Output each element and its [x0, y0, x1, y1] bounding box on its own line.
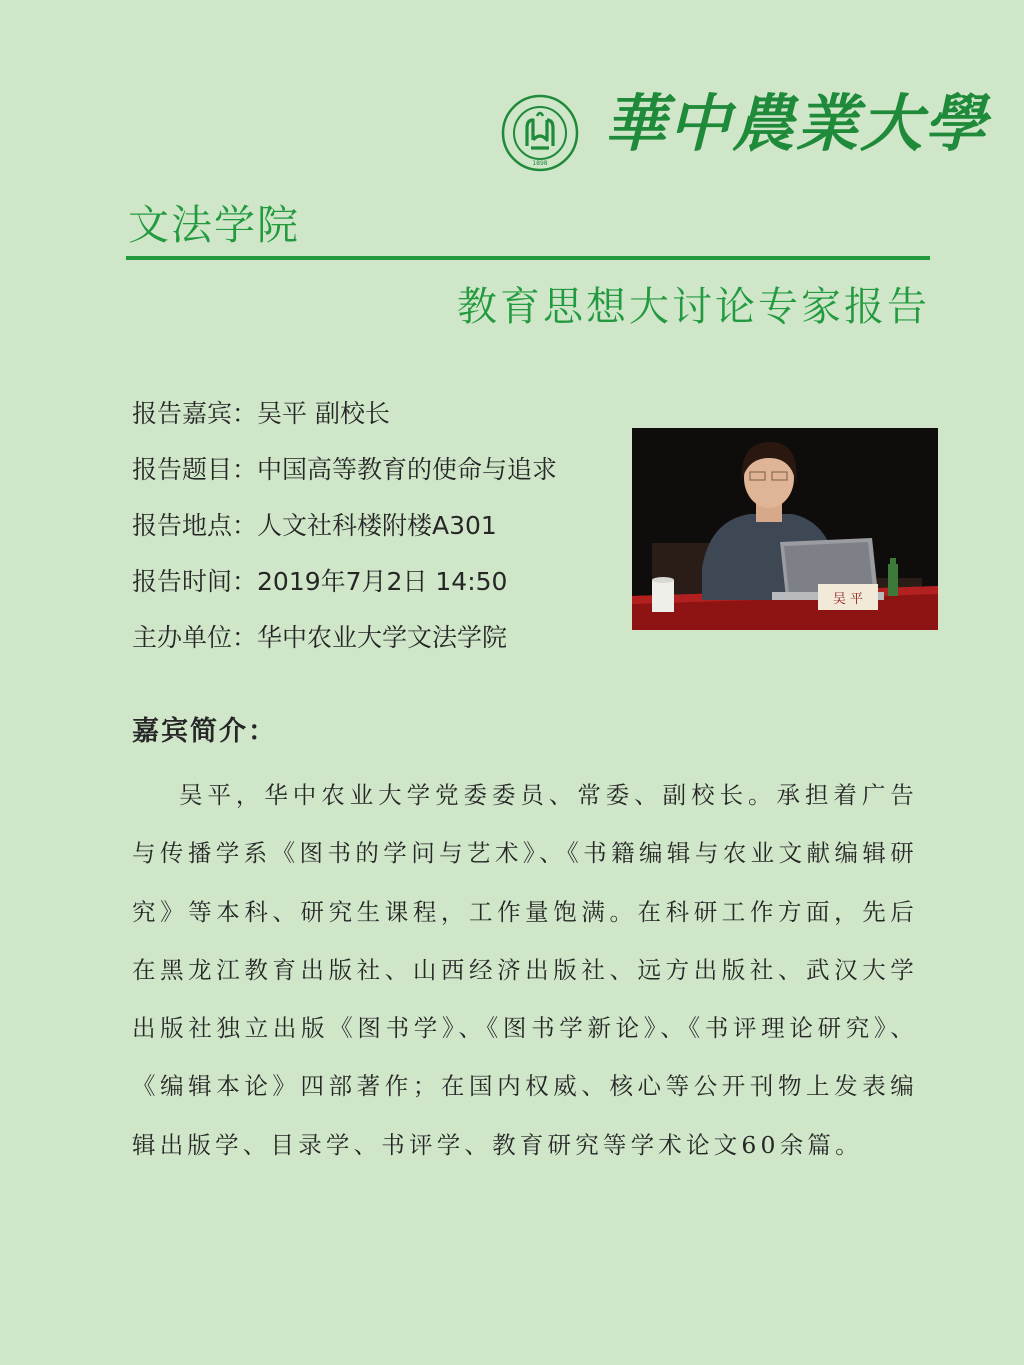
intro-heading: 嘉宾简介： — [132, 716, 277, 747]
bio-paragraph: 吴平，华中农业大学党委委员、常委、副校长。承担着广告与传播学系《图书的学问与艺术》、《书籍编辑与农业文献编辑研究》等本科、研究生课程，工作量饱满。在科研工作方面，先后在黑龙江教育出版社、山西经济出版社、远方出版社、武汉大学出版社独立出版《图书学》、《图书学新论》、《书评理论研究》、《编辑本论》四部著作；在国内权威、核心等公开刊物上发表编辑出版学、目录学、书评学、教育研究等学术论文60余篇。 — [132, 781, 918, 1159]
report-title: 教育思想大讨论专家报告 — [457, 284, 930, 330]
info-value: 华中农业大学文法学院 — [257, 623, 508, 652]
info-value: 人文社科楼附楼A301 — [257, 511, 497, 540]
nameplate-text: 吴 平 — [832, 592, 864, 607]
info-label: 主办单位： — [132, 623, 258, 652]
info-location — [132, 506, 497, 546]
info-time — [132, 562, 507, 602]
speaker-photo — [632, 428, 938, 630]
info-organizer — [132, 618, 507, 658]
info-value: 中国高等教育的使命与追求 — [257, 455, 558, 484]
emblem-year: 1898 — [532, 160, 548, 167]
info-topic — [132, 450, 557, 490]
university-name-logo: 華中農業大學 — [604, 87, 989, 160]
info-speaker — [132, 394, 390, 434]
divider — [126, 256, 930, 260]
info-label: 报告时间： — [132, 567, 258, 596]
college-name: 文法学院 — [128, 201, 300, 249]
info-label: 报告地点： — [132, 511, 258, 540]
info-label: 报告嘉宾： — [132, 399, 258, 428]
info-value: 吴平 副校长 — [257, 399, 390, 428]
university-emblem-logo — [501, 94, 579, 172]
info-value: 2019年7月2日 14:50 — [257, 567, 508, 596]
info-label: 报告题目： — [132, 455, 258, 484]
